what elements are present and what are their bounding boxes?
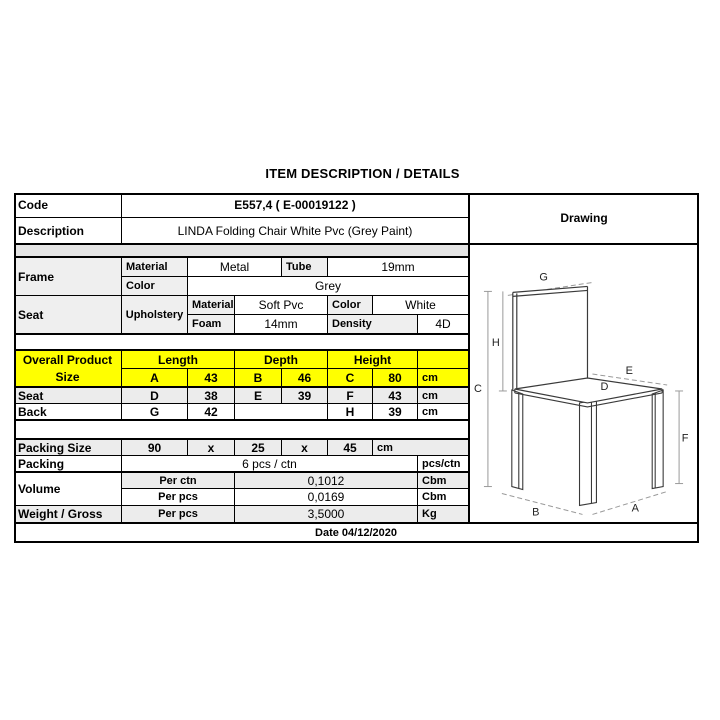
overall-unit: cm xyxy=(418,369,470,388)
packing-size-v3: 45 xyxy=(328,440,373,456)
spacer-row-3 xyxy=(14,421,470,440)
length-header: Length xyxy=(122,351,235,369)
chair-drawing xyxy=(470,245,698,523)
dim-label-c: C xyxy=(474,382,482,395)
packing-size-label: Packing Size xyxy=(14,440,122,456)
overall-size-label-line1: Overall Product xyxy=(22,352,113,367)
seat-dims-label: Seat xyxy=(14,388,122,404)
packing-size-v2: 25 xyxy=(235,440,282,456)
frame-tube-label: Tube xyxy=(282,258,328,277)
dim-val-F: 43 xyxy=(373,388,418,404)
overall-size-label xyxy=(14,351,122,388)
dim-val-A: 43 xyxy=(188,369,235,388)
description-value: LINDA Folding Chair White Pvc (Grey Paint) xyxy=(122,218,470,245)
dim-label-f: F xyxy=(681,432,689,445)
volume-per-pcs-value: 0,0169 xyxy=(235,489,418,506)
weight-unit: Kg xyxy=(418,506,470,524)
dim-val-B: 46 xyxy=(282,369,328,388)
height-header: Height xyxy=(328,351,418,369)
packing-size-x1: x xyxy=(188,440,235,456)
seat-foam-label: Foam xyxy=(188,315,235,335)
frame-color-value: Grey xyxy=(188,277,470,296)
frame-tube-value: 19mm xyxy=(328,258,470,277)
dim-val-D: 38 xyxy=(188,388,235,404)
weight-per-pcs-label: Per pcs xyxy=(122,506,235,524)
volume-label: Volume xyxy=(14,473,122,506)
code-value: E557,4 ( E-00019122 ) xyxy=(122,193,470,218)
seat-material-value: Soft Pvc xyxy=(235,296,328,315)
drawing-header: Drawing xyxy=(470,193,699,245)
seat-color-value: White xyxy=(373,296,470,315)
dim-val-C: 80 xyxy=(373,369,418,388)
frame-material-value: Metal xyxy=(188,258,282,277)
dim-key-G: G xyxy=(122,404,188,421)
back-dims-blank xyxy=(235,404,328,421)
dim-key-A: A xyxy=(122,369,188,388)
packing-size-unit: cm xyxy=(373,440,470,456)
back-dims-unit: cm xyxy=(418,404,470,421)
seat-density-value: 4D xyxy=(418,315,470,335)
seat-upholstery-label: Upholstery xyxy=(122,296,188,335)
depth-header: Depth xyxy=(235,351,328,369)
dim-label-b: B xyxy=(532,506,540,519)
dim-key-H: H xyxy=(328,404,373,421)
code-label: Code xyxy=(14,193,122,218)
frame-label: Frame xyxy=(14,258,122,296)
size-unit-header-blank xyxy=(418,351,470,369)
dim-label-g: G xyxy=(539,271,548,284)
seat-material-label: Material xyxy=(188,296,235,315)
seat-foam-value: 14mm xyxy=(235,315,328,335)
page-title: ITEM DESCRIPTION / DETAILS xyxy=(265,166,460,181)
volume-per-ctn-label: Per ctn xyxy=(122,473,235,489)
chair-backrest xyxy=(513,286,588,390)
dim-key-C: C xyxy=(328,369,373,388)
overall-size-label-line2: Size xyxy=(55,369,80,384)
dim-label-d: D xyxy=(600,380,609,393)
weight-value: 3,5000 xyxy=(235,506,418,524)
packing-label: Packing xyxy=(14,456,122,473)
volume-per-pcs-label: Per pcs xyxy=(122,489,235,506)
dim-label-h: H xyxy=(491,337,500,350)
frame-material-label: Material xyxy=(122,258,188,277)
description-label: Description xyxy=(14,218,122,245)
back-dims-label: Back xyxy=(14,404,122,421)
dim-val-G: 42 xyxy=(188,404,235,421)
dim-val-H: 39 xyxy=(373,404,418,421)
dim-key-B: B xyxy=(235,369,282,388)
frame-color-label: Color xyxy=(122,277,188,296)
dim-key-E: E xyxy=(235,388,282,404)
weight-label: Weight / Gross xyxy=(14,506,122,524)
drawing-area xyxy=(470,245,699,524)
dim-val-E: 39 xyxy=(282,388,328,404)
dim-key-F: F xyxy=(328,388,373,404)
seat-color-label: Color xyxy=(328,296,373,315)
dim-label-e: E xyxy=(625,365,633,378)
seat-label: Seat xyxy=(14,296,122,335)
seat-density-label: Density xyxy=(328,315,418,335)
dim-label-a: A xyxy=(631,502,639,515)
date-row: Date 04/12/2020 xyxy=(14,524,699,543)
volume-per-pcs-unit: Cbm xyxy=(418,489,470,506)
packing-value: 6 pcs / ctn xyxy=(122,456,418,473)
packing-size-v1: 90 xyxy=(122,440,188,456)
packing-size-x2: x xyxy=(282,440,328,456)
dimension-lines-left xyxy=(484,291,507,486)
spacer-row-2 xyxy=(14,335,470,351)
packing-unit: pcs/ctn xyxy=(418,456,470,473)
volume-per-ctn-value: 0,1012 xyxy=(235,473,418,489)
spacer-row-1 xyxy=(14,245,470,258)
dim-key-D: D xyxy=(122,388,188,404)
seat-dims-unit: cm xyxy=(418,388,470,404)
volume-per-ctn-unit: Cbm xyxy=(418,473,470,489)
